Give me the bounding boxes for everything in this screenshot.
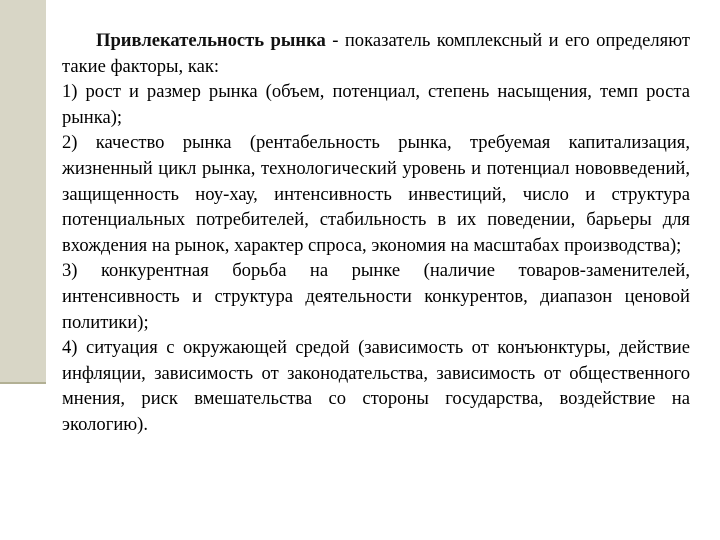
factor-item-2: 2) качество рынка (рентабельность рынка, требуемая капитализация, жизненный цикл рынка, технологический уровень и потенциал нововведений, защищенность ноу-хау, интенсивность инвестиций, число и структура потенциальных потребителей, стабильность в их поведении, барьеры для вхождения на рынок, характер спроса, экономия на масштабах производства); xyxy=(62,132,690,256)
factor-item-3: 3) конкурентная борьба на рынке (наличие товаров-заменителей, интенсивность и структура деятельности конкурентов, диапазон ценовой политики); xyxy=(62,260,690,333)
slide-text xyxy=(62,28,690,438)
left-decor-rule xyxy=(0,382,46,384)
intro-paragraph xyxy=(62,28,690,79)
slide-title: Привлекательность рынка xyxy=(96,30,326,51)
factor-item-4: 4) ситуация с окружающей средой (зависимость от конъюнктуры, действие инфляции, зависимость от законодательства, зависимость от общественного мнения, риск вмешательства со стороны государства, воздействие на экологию). xyxy=(62,337,690,435)
left-decor-bar xyxy=(0,0,46,382)
intro-text: - показатель комплексный и его определяют такие факторы, как: xyxy=(62,30,690,77)
factor-item-1: 1) рост и размер рынка (объем, потенциал, степень насыщения, темп роста рынка); xyxy=(62,81,690,128)
